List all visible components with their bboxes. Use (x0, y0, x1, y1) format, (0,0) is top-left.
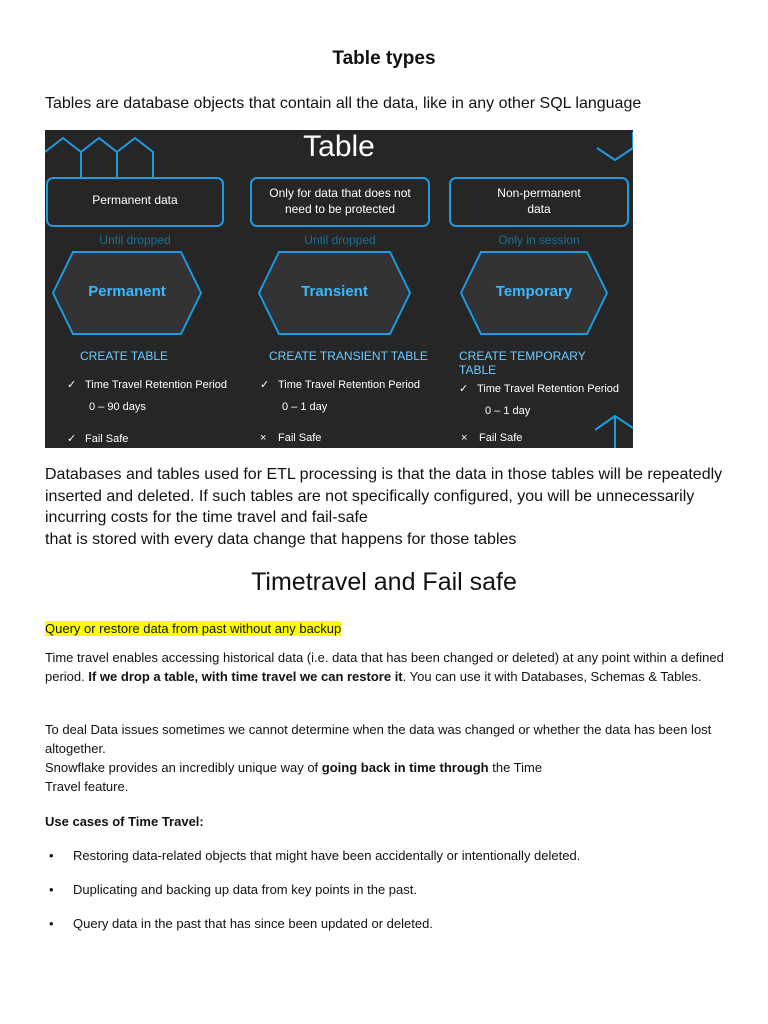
table-types-diagram (45, 130, 633, 448)
diagram-title: Table (303, 130, 375, 163)
intro-text: Tables are database objects that contain all the data, like in any other SQL language (45, 95, 642, 112)
cross-icon: × (260, 432, 267, 444)
feature-time-travel-transient: ✓ Time Travel Retention Period (260, 379, 421, 391)
feature-failsafe-transient: × Fail Safe (260, 432, 322, 444)
feature-time-travel-temporary: ✓ Time Travel Retention Period (459, 383, 620, 395)
type-label-temporary: Temporary (495, 283, 573, 300)
etl-paragraph: Databases and tables used for ETL processing is that the data in those tables will be repeatedly inserted and deleted. If such tables are not specifically configured, you will be unnecessarily incurring costs for the time travel and fail-safe that is stored with every data change that happens for those tables (45, 466, 723, 548)
create-statement-transient: CREATE TRANSIENT TABLE (269, 349, 428, 363)
create-statement-temporary: CREATE TEMPORARY TABLE (459, 349, 586, 377)
bullet-icon: • (49, 916, 54, 931)
lifetime-permanent: Until dropped (99, 233, 171, 247)
use-cases-title: Use cases of Time Travel: (45, 814, 204, 829)
box-label-temporary: Non-permanent data (497, 186, 581, 216)
check-icon: ✓ (67, 379, 77, 391)
type-label-permanent: Permanent (88, 283, 166, 300)
time-travel-paragraph: Time travel enables accessing historical data (i.e. data that has been changed or deleted) at any point within a defined period. If we drop a table, with time travel we can restore it. You can use it with Databases, Schemas & Tables. (45, 650, 724, 684)
lifetime-temporary: Only in session (498, 233, 580, 247)
lifetime-transient: Until dropped (304, 233, 376, 247)
cross-icon: × (461, 432, 468, 444)
feature-value-temporary: 0 – 1 day (485, 405, 531, 417)
check-icon: ✓ (67, 433, 77, 445)
use-cases-list (45, 846, 745, 948)
bullet-icon: • (49, 882, 54, 897)
box-label-permanent: Permanent data (92, 193, 178, 207)
list-item: • Duplicating and backing up data from key points in the past. (49, 882, 417, 897)
check-icon: ✓ (260, 379, 270, 391)
type-label-transient: Transient (301, 283, 368, 300)
feature-time-travel-permanent: ✓ Time Travel Retention Period (67, 379, 228, 391)
page-heading-table-types: Table types (332, 48, 436, 69)
feature-value-permanent: 0 – 90 days (89, 401, 146, 413)
feature-failsafe-permanent: ✓ Fail Safe (67, 433, 129, 445)
list-item: • Query data in the past that has since been updated or deleted. (49, 916, 433, 931)
heading-timetravel-failsafe: Timetravel and Fail safe (251, 568, 517, 596)
highlighted-note: Query or restore data from past without any backup (45, 621, 342, 636)
list-item: • Restoring data-related objects that might have been accidentally or intentionally deleted. (49, 848, 581, 863)
feature-failsafe-temporary: × Fail Safe (461, 432, 523, 444)
data-issues-paragraph: To deal Data issues sometimes we cannot determine when the data was changed or whether the data has been lost altogether. Snowflake provides an incredibly unique way of going back in time through the Time Travel feature. (45, 722, 712, 794)
create-statement-permanent: CREATE TABLE (80, 349, 169, 363)
bullet-icon: • (49, 848, 54, 863)
box-label-transient: Only for data that does not need to be protected (269, 186, 411, 216)
check-icon: ✓ (459, 383, 469, 395)
feature-value-transient: 0 – 1 day (282, 401, 328, 413)
